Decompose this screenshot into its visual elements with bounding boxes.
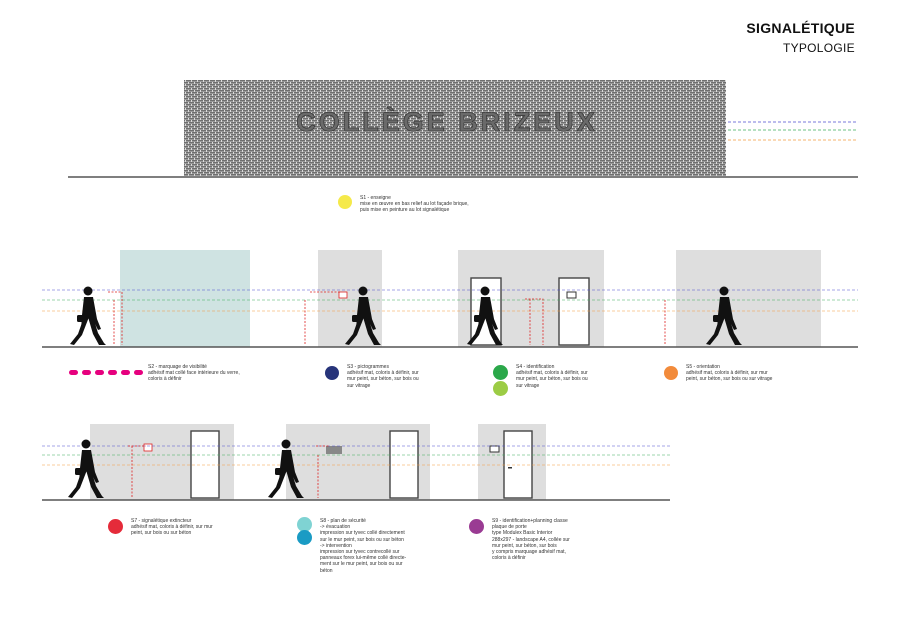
s5-label: S5 - orientation adhésif mat, coloris à définir, sur mur peint, sur béton, sur bois ou sur vitrage (686, 364, 773, 383)
s5-color-dot (664, 366, 678, 380)
s3-color-dot (325, 366, 339, 380)
facade-guide-lines (728, 122, 858, 140)
s9-color-dot (469, 519, 484, 534)
facade-sign-text: COLLÈGE BRIZEUX (296, 107, 598, 137)
s7-color-dot (108, 519, 123, 534)
page-subtitle: TYPOLOGIE (782, 41, 855, 55)
extinguisher-sign (144, 444, 152, 451)
wall-panel (676, 250, 821, 347)
door-plate (567, 292, 576, 298)
glass-panel (120, 250, 250, 347)
page-title: SIGNALÉTIQUE (746, 20, 855, 36)
s1-label: S1 - enseigne mise en œuvre en bas relief au lot façade brique, puis mise en peinture au lot signalétique (360, 195, 469, 214)
s3-label: S3 - pictogrammes adhésif mat, coloris à définir, sur mur peint, sur béton, sur bois ou sur vitrage (347, 364, 419, 389)
door-handle (508, 467, 512, 469)
s8-color-dot-2 (297, 530, 312, 545)
s7-label: S7 - signalétique extincteur adhésif mat, coloris à définir, sur mur peint, sur bois ou sur béton (131, 518, 213, 537)
door (390, 431, 418, 498)
s9-label: S9 - identification+planning classe plaque de porte type Modulex Basic Interior 288x297 - landscape A4, collée sur mur peint, sur béton, sur bois y compris marquage adhésif mat, coloris à définir (492, 518, 570, 562)
walking-person-icon (70, 287, 106, 346)
door (559, 278, 589, 345)
door-plate (490, 446, 499, 452)
s8-label: S8 - plan de sécurité -> évacuation impression sur tyvec collé directement sur le mur peint, sur bois ou sur béton -> intervention impression sur tyvec contrecollé sur panneaux forex lui-même collé directe- ment sur le mur peint, sur bois ou sur béton (320, 518, 407, 574)
s4-label: S4 - identification adhésif mat, coloris à définir, sur mur peint, sur béton, sur bois ou sur vitrage (516, 364, 588, 389)
s4-color-dot-2 (493, 381, 508, 396)
s2-label: S2 - marquage de visibilité adhésif mat collé face intérieure du verre, coloris à définir (148, 364, 240, 383)
s1-color-dot (338, 195, 352, 209)
safety-plan-panel (326, 446, 342, 454)
door (504, 431, 532, 498)
pictogram-sign (339, 292, 347, 298)
s2-dash-marker (69, 370, 143, 375)
s4-color-dot-1 (493, 365, 508, 380)
door (191, 431, 219, 498)
